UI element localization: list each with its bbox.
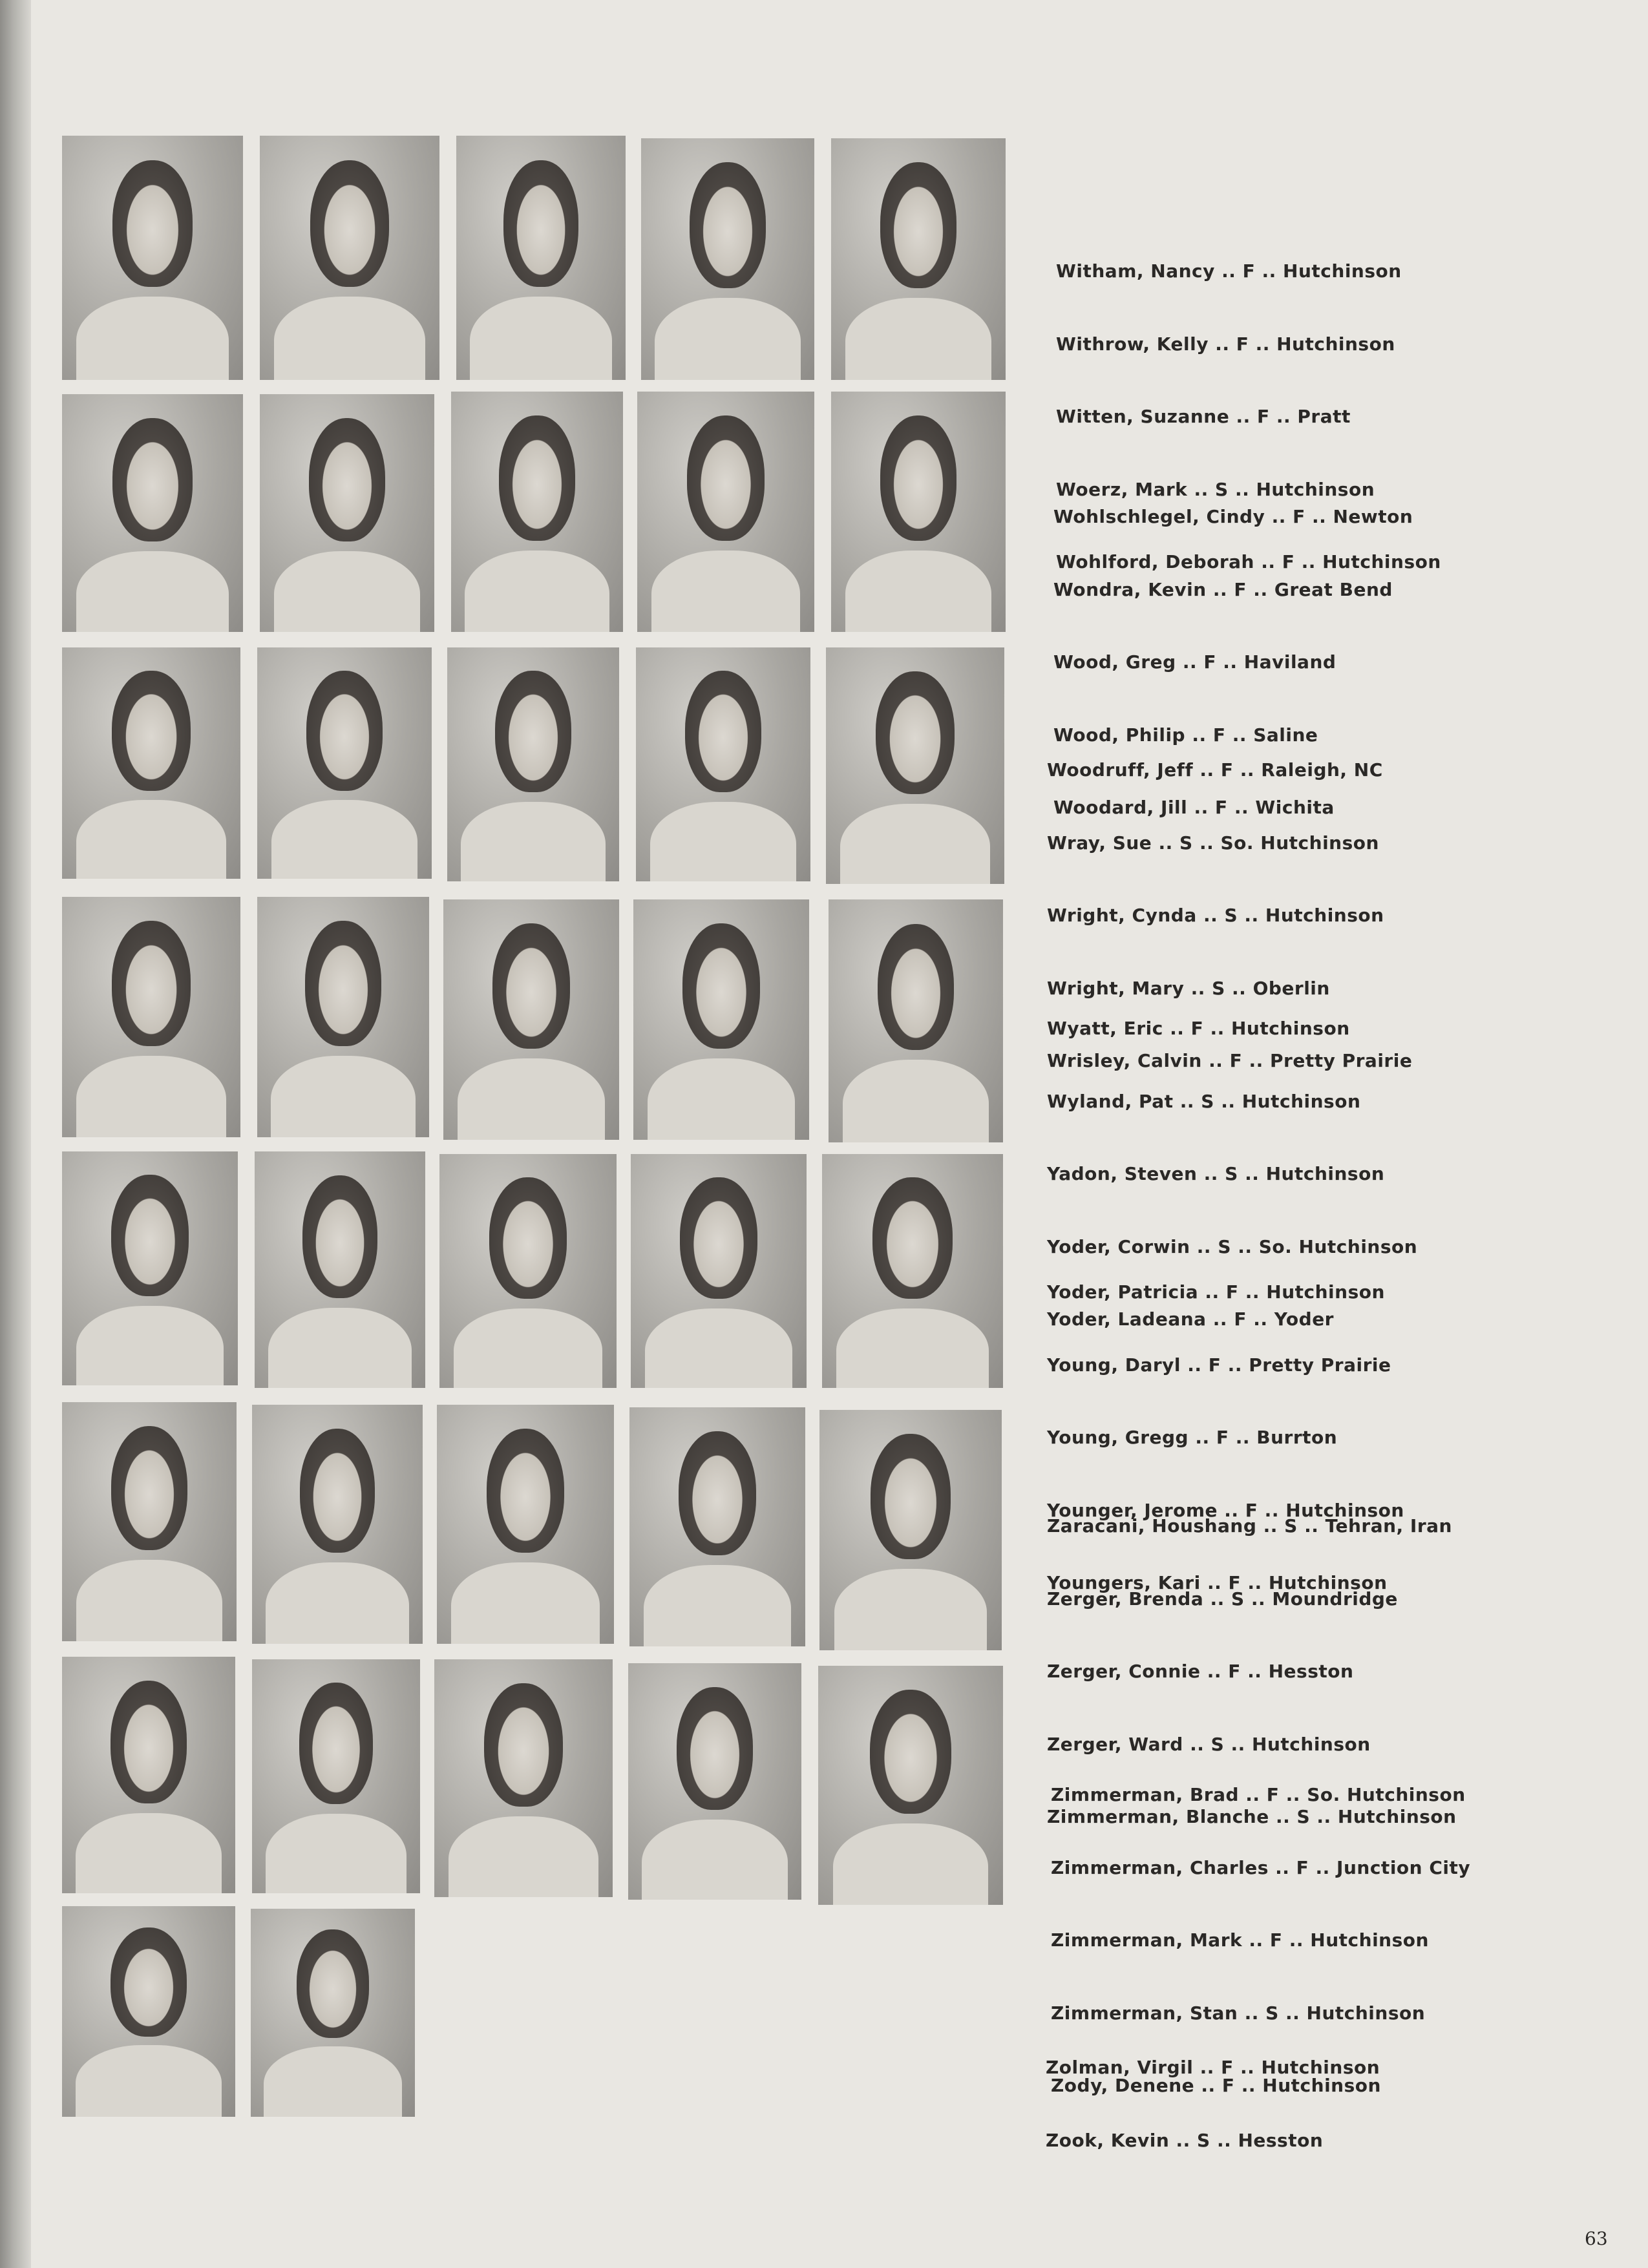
student-name-entry: Witten, Suzanne .. F .. Pratt	[1056, 406, 1351, 427]
student-name-entry: Wright, Cynda .. S .. Hutchinson	[1047, 905, 1384, 926]
student-portrait	[257, 897, 429, 1137]
student-portrait	[62, 1402, 237, 1641]
student-portrait	[822, 1154, 1003, 1388]
student-name-entry: Zolman, Virgil .. F .. Hutchinson	[1046, 2057, 1380, 2078]
student-name-entry: Woerz, Mark .. S .. Hutchinson	[1056, 478, 1375, 500]
student-name-entry: Young, Daryl .. F .. Pretty Prairie	[1047, 1354, 1391, 1376]
student-name-entry: Zody, Denene .. F .. Hutchinson	[1051, 2075, 1381, 2096]
student-name-entry: Yoder, Corwin .. S .. So. Hutchinson	[1047, 1235, 1418, 1257]
student-portrait	[447, 647, 619, 881]
student-name-entry: Woodard, Jill .. F .. Wichita	[1053, 797, 1335, 818]
student-name-entry: Wohlschlegel, Cindy .. F .. Newton	[1053, 506, 1413, 527]
student-portrait	[826, 647, 1004, 884]
student-name-entry: Witham, Nancy .. F .. Hutchinson	[1056, 260, 1402, 282]
student-name-entry: Wohlford, Deborah .. F .. Hutchinson	[1056, 551, 1441, 572]
student-name-entry: Zerger, Ward .. S .. Hutchinson	[1047, 1733, 1371, 1755]
student-portrait	[628, 1663, 801, 1900]
student-name-entry: Wrisley, Calvin .. F .. Pretty Prairie	[1047, 1050, 1413, 1071]
student-name-entry: Wyland, Pat .. S .. Hutchinson	[1047, 1090, 1361, 1112]
student-portrait	[260, 394, 434, 632]
student-name-entry: Zimmerman, Brad .. F .. So. Hutchinson	[1051, 1784, 1466, 1805]
student-name-entry: Zimmerman, Mark .. F .. Hutchinson	[1051, 1929, 1429, 1951]
student-name-entry: Younger, Jerome .. F .. Hutchinson	[1047, 1499, 1404, 1521]
student-name-entry: Wood, Greg .. F .. Haviland	[1053, 651, 1336, 673]
student-name-entry: Zook, Kevin .. S .. Hesston	[1046, 2129, 1324, 2151]
student-name-entry: Wood, Philip .. F .. Saline	[1053, 724, 1318, 746]
student-portrait	[62, 1906, 235, 2117]
student-portrait	[257, 647, 432, 879]
student-portrait	[62, 394, 243, 632]
student-portrait	[439, 1154, 617, 1388]
student-portrait	[818, 1666, 1003, 1905]
student-portrait	[637, 392, 814, 632]
student-portrait	[631, 1154, 807, 1388]
student-portrait	[629, 1407, 805, 1646]
student-name-entry: Wondra, Kevin .. F .. Great Bend	[1053, 578, 1393, 600]
student-name-entry: Youngers, Kari .. F .. Hutchinson	[1047, 1572, 1388, 1593]
student-name-entry: Yadon, Steven .. S .. Hutchinson	[1047, 1163, 1385, 1184]
student-portrait	[636, 647, 810, 881]
student-portrait	[641, 138, 814, 380]
student-name-entry: Zimmerman, Stan .. S .. Hutchinson	[1051, 2002, 1426, 2024]
student-portrait	[62, 1657, 235, 1893]
student-name-entry: Withrow, Kelly .. F .. Hutchinson	[1056, 333, 1395, 355]
student-portrait	[451, 392, 623, 632]
student-name-entry: Zaracani, Houshang .. S .. Tehran, Iran	[1047, 1515, 1452, 1537]
student-name-entry: Young, Gregg .. F .. Burrton	[1047, 1427, 1338, 1448]
student-portrait	[255, 1151, 425, 1388]
student-name-entry: Wright, Mary .. S .. Oberlin	[1047, 977, 1330, 999]
student-portrait	[437, 1405, 614, 1644]
student-portrait	[252, 1405, 423, 1644]
student-portrait	[62, 136, 243, 380]
student-name-entry: Zerger, Brenda .. S .. Moundridge	[1047, 1588, 1398, 1610]
student-name-entry: Zerger, Connie .. F .. Hesston	[1047, 1661, 1354, 1682]
student-name-entry: Woodruff, Jeff .. F .. Raleigh, NC	[1047, 759, 1383, 781]
student-portrait	[456, 136, 626, 380]
student-portrait	[829, 899, 1003, 1142]
student-portrait	[831, 138, 1006, 380]
student-portrait	[62, 647, 240, 879]
student-portrait	[819, 1410, 1002, 1650]
page-number: 63	[1585, 2228, 1608, 2249]
student-portrait	[434, 1659, 613, 1897]
student-portrait	[633, 899, 809, 1140]
student-portrait	[62, 1151, 238, 1385]
student-portrait	[443, 899, 619, 1140]
student-name-entry: Zimmerman, Blanche .. S .. Hutchinson	[1047, 1806, 1457, 1827]
student-names-list	[1046, 2007, 1380, 2201]
student-portrait	[252, 1659, 420, 1893]
student-portrait	[251, 1909, 415, 2117]
student-name-entry: Wyatt, Eric .. F .. Hutchinson	[1047, 1018, 1350, 1039]
student-name-entry: Yoder, Ladeana .. F .. Yoder	[1047, 1308, 1334, 1330]
student-portrait	[62, 897, 240, 1137]
book-spine	[0, 0, 31, 2268]
student-name-entry: Yoder, Patricia .. F .. Hutchinson	[1047, 1281, 1385, 1303]
student-portrait	[831, 392, 1006, 632]
student-name-entry: Wray, Sue .. S .. So. Hutchinson	[1047, 832, 1379, 854]
student-portrait	[260, 136, 439, 380]
student-name-entry: Zimmerman, Charles .. F .. Junction City	[1051, 1856, 1471, 1878]
